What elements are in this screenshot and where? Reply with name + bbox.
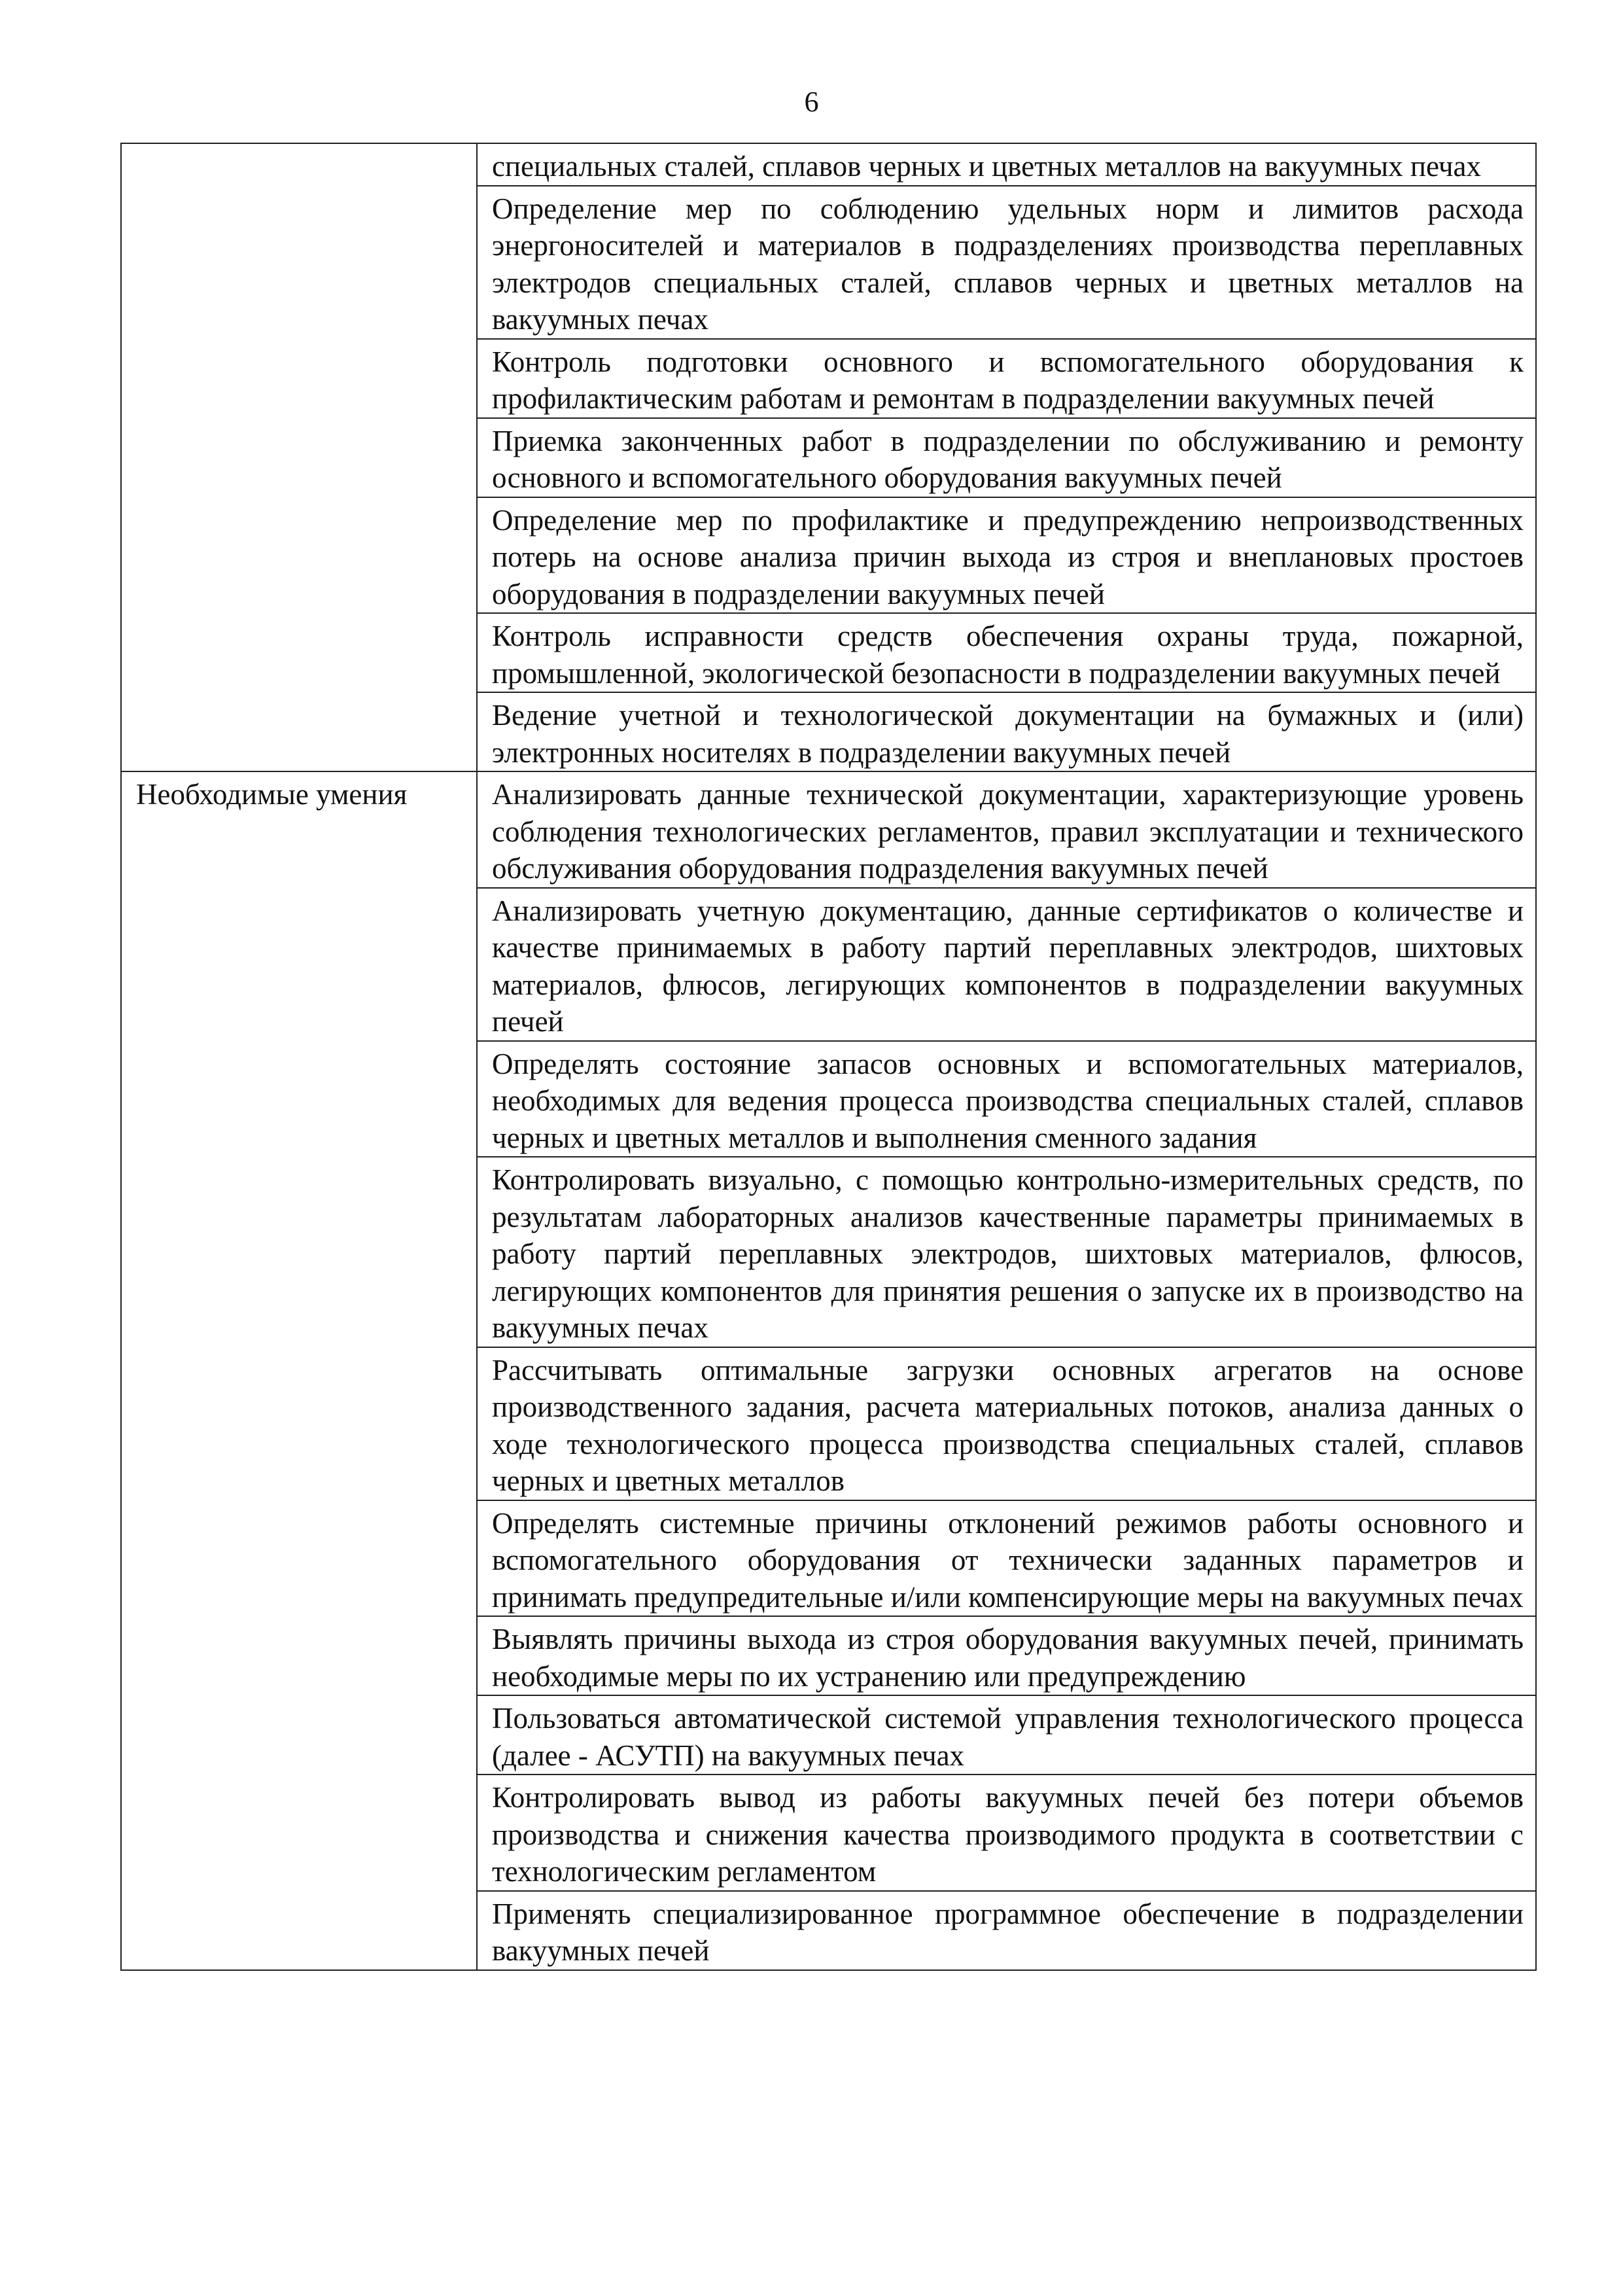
table-cell: Применять специализированное программное обеспечение в подразделении вакуумных печей xyxy=(477,1891,1536,1970)
table-cell: Приемка законченных работ в подразделении по обслуживанию и ремонту основного и вспомогательного оборудования вакуумных печей xyxy=(477,418,1536,497)
table-cell: Анализировать данные технической документации, характеризующие уровень соблюдения технологических регламентов, правил эксплуатации и технического обслуживания оборудования подразделения вакуумных печей xyxy=(477,771,1536,888)
requirements-table xyxy=(120,143,1537,1971)
table-cell: Контроль исправности средств обеспечения охраны труда, пожарной, промышленной, экологической безопасности в подразделении вакуумных печей xyxy=(477,613,1536,692)
table-cell: Ведение учетной и технологической документации на бумажных и (или) электронных носителях в подразделении вакуумных печей xyxy=(477,692,1536,771)
table-cell: Рассчитывать оптимальные загрузки основных агрегатов на основе производственного задания, расчета материальных потоков, анализа данных о ходе технологического процесса производства специальных сталей, сплавов черных и цветных металлов xyxy=(477,1347,1536,1500)
table-cell: Определять состояние запасов основных и вспомогательных материалов, необходимых для ведения процесса производства специальных сталей, сплавов черных и цветных металлов и выполнения сменного задания xyxy=(477,1041,1536,1157)
table-cell: Пользоваться автоматической системой управления технологического процесса (далее - АСУТП) на вакуумных печах xyxy=(477,1695,1536,1775)
table-cell: Анализировать учетную документацию, данные сертификатов о количестве и качестве принимаемых в работу партий переплавных электродов, шихтовых материалов, флюсов, легирующих компонентов в подразделении вакуумных печей xyxy=(477,888,1536,1041)
table-cell: Контроль подготовки основного и вспомогательного оборудования к профилактическим работам и ремонтам в подразделении вакуумных печей xyxy=(477,339,1536,418)
table-cell: специальных сталей, сплавов черных и цветных металлов на вакуумных печах xyxy=(477,143,1536,186)
page-number: 6 xyxy=(804,86,819,118)
table-cell: Определение мер по соблюдению удельных норм и лимитов расхода энергоносителей и материалов в подразделениях производства переплавных электродов специальных сталей, сплавов черных и цветных металлов на вакуумных печах xyxy=(477,186,1536,339)
skills-section-label: Необходимые умения xyxy=(121,771,477,1970)
table-row xyxy=(121,143,1536,186)
table-cell: Определять системные причины отклонений режимов работы основного и вспомогательного оборудования от технически заданных параметров и принимать предупредительные и/или компенсирующие меры на вакуумных печах xyxy=(477,1500,1536,1617)
continued-section-label-cell xyxy=(121,143,477,771)
table-row xyxy=(121,771,1536,888)
table-cell: Контролировать визуально, с помощью контрольно-измерительных средств, по результатам лабораторных анализов качественные параметры принимаемых в работу партий переплавных электродов, шихтовых материалов, флюсов, легирующих компонентов для принятия решения о запуске их в производство на вакуумных печах xyxy=(477,1157,1536,1347)
table-cell: Контролировать вывод из работы вакуумных печей без потери объемов производства и снижения качества производимого продукта в соответствии с технологическим регламентом xyxy=(477,1775,1536,1891)
table-cell: Выявлять причины выхода из строя оборудования вакуумных печей, принимать необходимые меры по их устранению или предупреждению xyxy=(477,1616,1536,1695)
table-cell: Определение мер по профилактике и предупреждению непроизводственных потерь на основе анализа причин выхода из строя и внеплановых простоев оборудования в подразделении вакуумных печей xyxy=(477,497,1536,614)
